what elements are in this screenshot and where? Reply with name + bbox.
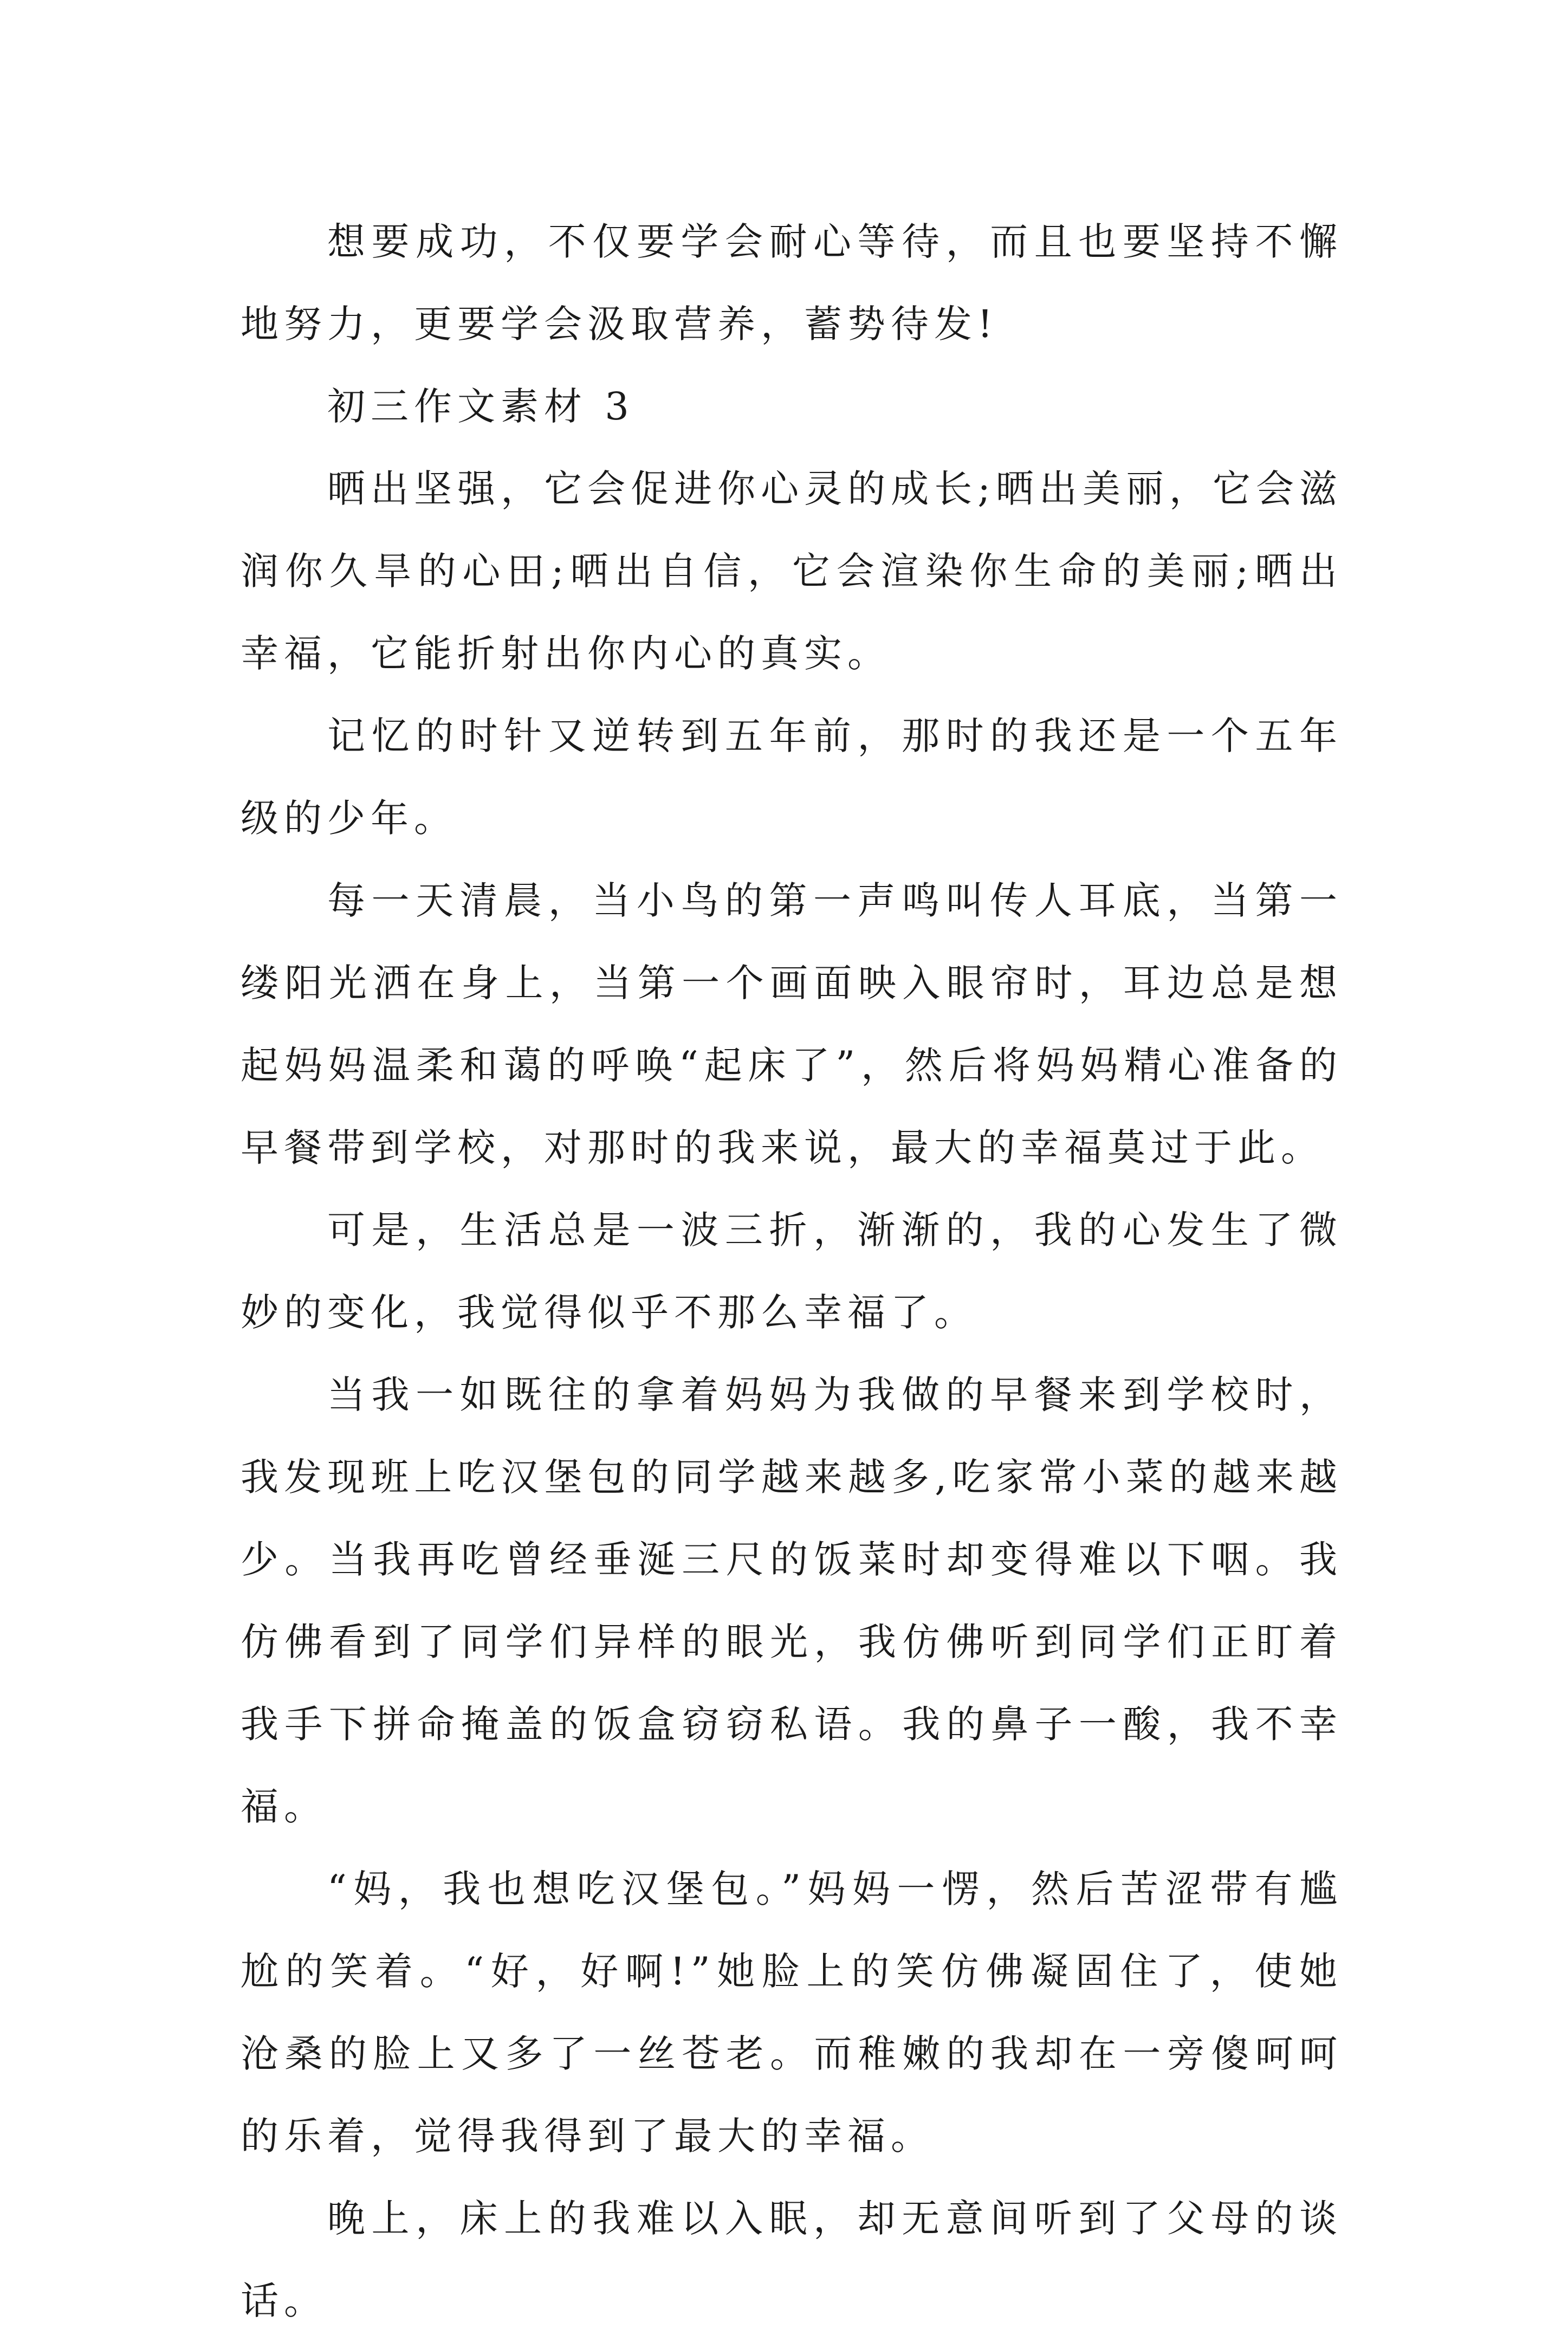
paragraph-hamburger: “妈，我也想吃汉堡包。”妈妈一愣，然后苦涩带有尴尬的笑着。“好，好啊!”她脸上的笑仿佛凝固住了，使她沧桑的脸上又多了一丝苍老。而稚嫩的我却在一旁傻呵呵的乐着，觉得我得到了最大的幸福。 xyxy=(241,1867,1343,2158)
paragraph-morning: 每一天清晨，当小鸟的第一声鸣叫传人耳底，当第一缕阳光洒在身上，当第一个画面映入眼帘时，耳边总是想起妈妈温柔和蔼的呼唤“起床了”，然后将妈妈精心准备的早餐带到学校，对那时的我来说，最大的幸福莫过于此。 xyxy=(241,878,1343,1170)
section-heading: 初三作文素材 3 xyxy=(327,384,634,429)
paragraph-school: 当我一如既往的拿着妈妈为我做的早餐来到学校时，我发现班上吃汉堡包的同学越来越多,吃家常小菜的越来越少。当我再吃曾经垂涎三尺的饭菜时却变得难以下咽。我仿佛看到了同学们异样的眼光，我仿佛听到同学们正盯着我手下拼命掩盖的饭盒窃窃私语。我的鼻子一酸，我不幸福。 xyxy=(241,1373,1343,1829)
paragraph-night: 晚上，床上的我难以入眠，却无意间听到了父母的谈话。 xyxy=(241,2196,1343,2323)
paragraph-show: 晒出坚强，它会促进你心灵的成长;晒出美丽，它会滋润你久旱的心田;晒出自信，它会渲染你生命的美丽;晒出幸福，它能折射出你内心的真实。 xyxy=(241,467,1343,676)
paragraph-success: 想要成功，不仅要学会耐心等待，而且也要坚持不懈地努力，更要学会汲取营养，蓄势待发! xyxy=(241,219,1343,346)
document-body xyxy=(241,200,1343,2342)
paragraph-change: 可是，生活总是一波三折，渐渐的，我的心发生了微妙的变化，我觉得似乎不那么幸福了。 xyxy=(241,1208,1343,1335)
paragraph-memory: 记忆的时针又逆转到五年前，那时的我还是一个五年级的少年。 xyxy=(241,714,1343,840)
